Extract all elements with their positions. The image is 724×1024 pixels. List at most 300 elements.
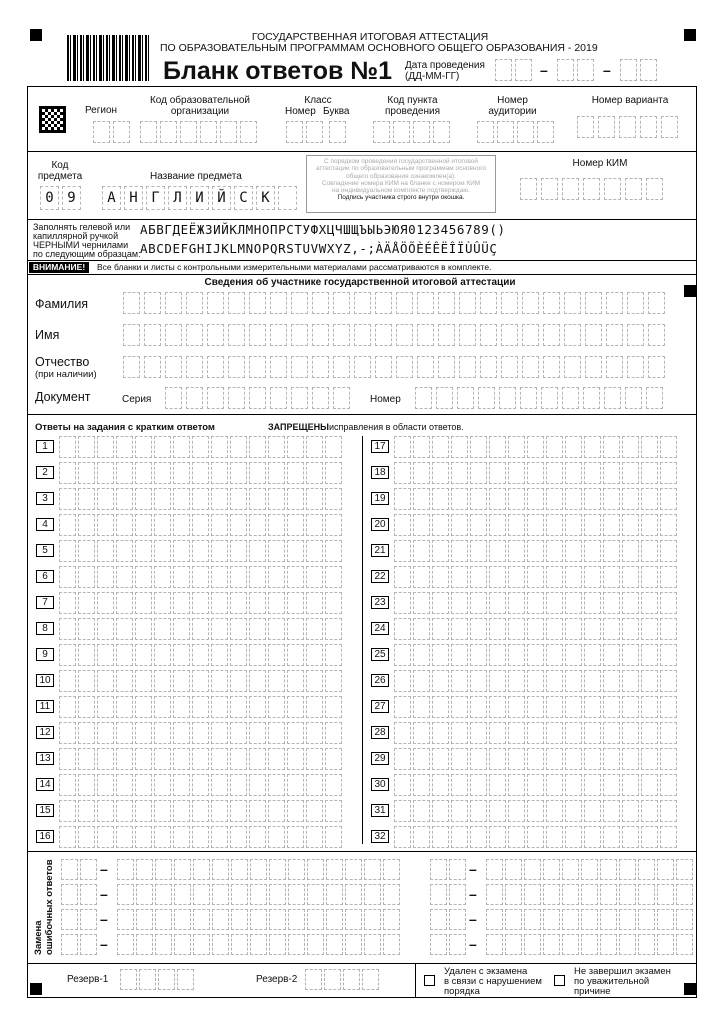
answer-cell[interactable]: [230, 800, 247, 822]
answer-cell[interactable]: [268, 488, 285, 510]
answer-cell[interactable]: [584, 592, 601, 614]
answer-cell[interactable]: [268, 696, 285, 718]
answer-cell[interactable]: [451, 488, 468, 510]
replace-answer-cell[interactable]: [212, 934, 229, 955]
answer-cell[interactable]: [508, 774, 525, 796]
replace-answer-cell[interactable]: [524, 884, 541, 905]
replace-answer-cell[interactable]: [174, 859, 191, 880]
kim-cell[interactable]: [625, 178, 642, 200]
answer-cell[interactable]: [470, 774, 487, 796]
answer-cell[interactable]: [527, 436, 544, 458]
room-code-cell[interactable]: [537, 121, 554, 143]
answer-cell[interactable]: [154, 488, 171, 510]
replace-answer-cell[interactable]: [676, 884, 693, 905]
replace-answer-cell[interactable]: [136, 934, 153, 955]
answer-cell[interactable]: [622, 618, 639, 640]
replace-answer-cell[interactable]: [638, 859, 655, 880]
subject-code-cell[interactable]: 0: [40, 186, 59, 210]
answer-cell[interactable]: [641, 540, 658, 562]
answer-cell[interactable]: [641, 748, 658, 770]
answer-cell[interactable]: [660, 800, 677, 822]
org-code-cell[interactable]: [240, 121, 257, 143]
series-cell[interactable]: [228, 387, 245, 409]
answer-cell[interactable]: [135, 826, 152, 848]
kim-cell[interactable]: [541, 178, 558, 200]
answer-cell[interactable]: [154, 748, 171, 770]
replace-answer-cell[interactable]: [676, 909, 693, 930]
subject-name-cell[interactable]: А: [102, 186, 121, 210]
answer-cell[interactable]: [154, 800, 171, 822]
answer-cell[interactable]: [230, 670, 247, 692]
patronymic-cell[interactable]: [480, 356, 497, 378]
replace-answer-cell[interactable]: [600, 859, 617, 880]
replace-task-cell[interactable]: [430, 909, 447, 930]
replace-answer-cell[interactable]: [231, 884, 248, 905]
answer-cell[interactable]: [268, 800, 285, 822]
answer-cell[interactable]: [249, 540, 266, 562]
series-cell[interactable]: [333, 387, 350, 409]
number-cell[interactable]: [499, 387, 516, 409]
answer-cell[interactable]: [489, 618, 506, 640]
answer-cell[interactable]: [173, 722, 190, 744]
answer-cell[interactable]: [325, 592, 342, 614]
answer-cell[interactable]: [489, 748, 506, 770]
answer-cell[interactable]: [641, 514, 658, 536]
answer-cell[interactable]: [603, 774, 620, 796]
answer-cell[interactable]: [565, 566, 582, 588]
answer-cell[interactable]: [230, 722, 247, 744]
answer-cell[interactable]: [413, 514, 430, 536]
series-cell[interactable]: [207, 387, 224, 409]
org-code-cell[interactable]: [180, 121, 197, 143]
subject-name-cell[interactable]: Л: [168, 186, 187, 210]
answer-cell[interactable]: [660, 462, 677, 484]
answer-cell[interactable]: [78, 540, 95, 562]
answer-cell[interactable]: [470, 462, 487, 484]
replace-answer-cell[interactable]: [269, 884, 286, 905]
answer-cell[interactable]: [546, 696, 563, 718]
answer-cell[interactable]: [78, 748, 95, 770]
answer-cell[interactable]: [97, 696, 114, 718]
replace-answer-cell[interactable]: [505, 934, 522, 955]
answer-cell[interactable]: [230, 540, 247, 562]
answer-cell[interactable]: [154, 826, 171, 848]
number-cell[interactable]: [646, 387, 663, 409]
answer-cell[interactable]: [192, 644, 209, 666]
answer-cell[interactable]: [489, 462, 506, 484]
patronymic-cell[interactable]: [270, 356, 287, 378]
replace-answer-cell[interactable]: [117, 884, 134, 905]
replace-answer-cell[interactable]: [619, 859, 636, 880]
answer-cell[interactable]: [470, 722, 487, 744]
answer-cell[interactable]: [394, 774, 411, 796]
answer-cell[interactable]: [451, 592, 468, 614]
answer-cell[interactable]: [565, 696, 582, 718]
answer-cell[interactable]: [546, 540, 563, 562]
answer-cell[interactable]: [173, 592, 190, 614]
replace-answer-cell[interactable]: [307, 909, 324, 930]
answer-cell[interactable]: [306, 748, 323, 770]
surname-cell[interactable]: [543, 292, 560, 314]
name-cell[interactable]: [459, 324, 476, 346]
answer-cell[interactable]: [584, 488, 601, 510]
answer-cell[interactable]: [394, 670, 411, 692]
patronymic-cell[interactable]: [438, 356, 455, 378]
answer-cell[interactable]: [268, 462, 285, 484]
replace-answer-cell[interactable]: [562, 909, 579, 930]
answer-cell[interactable]: [230, 774, 247, 796]
removed-checkbox[interactable]: [424, 975, 435, 986]
answer-cell[interactable]: [325, 722, 342, 744]
answer-cell[interactable]: [173, 644, 190, 666]
answer-cell[interactable]: [116, 540, 133, 562]
answer-cell[interactable]: [584, 774, 601, 796]
answer-cell[interactable]: [413, 540, 430, 562]
answer-cell[interactable]: [78, 826, 95, 848]
answer-cell[interactable]: [173, 800, 190, 822]
answer-cell[interactable]: [211, 436, 228, 458]
answer-cell[interactable]: [230, 592, 247, 614]
answer-cell[interactable]: [135, 722, 152, 744]
answer-cell[interactable]: [432, 540, 449, 562]
answer-cell[interactable]: [527, 540, 544, 562]
answer-cell[interactable]: [565, 748, 582, 770]
answer-cell[interactable]: [154, 566, 171, 588]
answer-cell[interactable]: [249, 618, 266, 640]
replace-task-cell[interactable]: [430, 934, 447, 955]
answer-cell[interactable]: [432, 618, 449, 640]
patronymic-cell[interactable]: [375, 356, 392, 378]
answer-cell[interactable]: [527, 722, 544, 744]
replace-answer-cell[interactable]: [638, 934, 655, 955]
answer-cell[interactable]: [432, 696, 449, 718]
surname-cell[interactable]: [396, 292, 413, 314]
answer-cell[interactable]: [432, 462, 449, 484]
name-cell[interactable]: [228, 324, 245, 346]
answer-cell[interactable]: [230, 514, 247, 536]
answer-cell[interactable]: [249, 748, 266, 770]
answer-cell[interactable]: [565, 488, 582, 510]
variant-cell[interactable]: [661, 116, 678, 138]
answer-cell[interactable]: [641, 592, 658, 614]
answer-cell[interactable]: [641, 566, 658, 588]
name-cell[interactable]: [144, 324, 161, 346]
answer-cell[interactable]: [287, 722, 304, 744]
answer-cell[interactable]: [660, 644, 677, 666]
answer-cell[interactable]: [268, 826, 285, 848]
answer-cell[interactable]: [154, 462, 171, 484]
answer-cell[interactable]: [527, 566, 544, 588]
replace-task-cell[interactable]: [61, 884, 78, 905]
replace-answer-cell[interactable]: [581, 909, 598, 930]
patronymic-cell[interactable]: [312, 356, 329, 378]
answer-cell[interactable]: [249, 696, 266, 718]
replace-answer-cell[interactable]: [250, 909, 267, 930]
answer-cell[interactable]: [394, 618, 411, 640]
patronymic-cell[interactable]: [165, 356, 182, 378]
replace-answer-cell[interactable]: [657, 884, 674, 905]
answer-cell[interactable]: [546, 436, 563, 458]
answer-cell[interactable]: [508, 618, 525, 640]
replace-answer-cell[interactable]: [619, 884, 636, 905]
answer-cell[interactable]: [470, 618, 487, 640]
answer-cell[interactable]: [489, 696, 506, 718]
surname-cell[interactable]: [249, 292, 266, 314]
answer-cell[interactable]: [641, 800, 658, 822]
answer-cell[interactable]: [154, 618, 171, 640]
replace-answer-cell[interactable]: [212, 909, 229, 930]
number-cell[interactable]: [415, 387, 432, 409]
replace-task-cell[interactable]: [61, 909, 78, 930]
surname-cell[interactable]: [585, 292, 602, 314]
answer-cell[interactable]: [249, 774, 266, 796]
room-code-cell[interactable]: [477, 121, 494, 143]
answer-cell[interactable]: [287, 436, 304, 458]
answer-cell[interactable]: [287, 774, 304, 796]
answer-cell[interactable]: [489, 826, 506, 848]
answer-cell[interactable]: [249, 592, 266, 614]
answer-cell[interactable]: [78, 774, 95, 796]
surname-cell[interactable]: [417, 292, 434, 314]
answer-cell[interactable]: [660, 748, 677, 770]
answer-cell[interactable]: [268, 592, 285, 614]
replace-answer-cell[interactable]: [288, 909, 305, 930]
answer-cell[interactable]: [230, 462, 247, 484]
answer-cell[interactable]: [325, 774, 342, 796]
replace-task-cell[interactable]: [430, 859, 447, 880]
patronymic-cell[interactable]: [459, 356, 476, 378]
answer-cell[interactable]: [230, 566, 247, 588]
answer-cell[interactable]: [394, 488, 411, 510]
answer-cell[interactable]: [641, 826, 658, 848]
answer-cell[interactable]: [489, 540, 506, 562]
answer-cell[interactable]: [470, 488, 487, 510]
org-code-cell[interactable]: [200, 121, 217, 143]
patronymic-cell[interactable]: [123, 356, 140, 378]
replace-answer-cell[interactable]: [193, 859, 210, 880]
replace-answer-cell[interactable]: [638, 884, 655, 905]
region-cell[interactable]: [93, 121, 110, 143]
replace-answer-cell[interactable]: [383, 909, 400, 930]
replace-answer-cell[interactable]: [307, 884, 324, 905]
name-cell[interactable]: [522, 324, 539, 346]
replace-answer-cell[interactable]: [136, 909, 153, 930]
patronymic-cell[interactable]: [291, 356, 308, 378]
answer-cell[interactable]: [546, 670, 563, 692]
answer-cell[interactable]: [249, 644, 266, 666]
answer-cell[interactable]: [249, 826, 266, 848]
replace-answer-cell[interactable]: [505, 909, 522, 930]
answer-cell[interactable]: [249, 566, 266, 588]
answer-cell[interactable]: [622, 566, 639, 588]
answer-cell[interactable]: [230, 436, 247, 458]
class-letter-cell[interactable]: [329, 121, 346, 143]
answer-cell[interactable]: [154, 670, 171, 692]
answer-cell[interactable]: [394, 592, 411, 614]
replace-answer-cell[interactable]: [212, 884, 229, 905]
number-cell[interactable]: [583, 387, 600, 409]
answer-cell[interactable]: [641, 618, 658, 640]
replace-answer-cell[interactable]: [269, 909, 286, 930]
answer-cell[interactable]: [622, 748, 639, 770]
answer-cell[interactable]: [325, 618, 342, 640]
answer-cell[interactable]: [268, 748, 285, 770]
answer-cell[interactable]: [660, 540, 677, 562]
answer-cell[interactable]: [451, 748, 468, 770]
replace-answer-cell[interactable]: [364, 934, 381, 955]
surname-cell[interactable]: [144, 292, 161, 314]
answer-cell[interactable]: [78, 566, 95, 588]
answer-cell[interactable]: [325, 514, 342, 536]
answer-cell[interactable]: [660, 436, 677, 458]
kim-cell[interactable]: [562, 178, 579, 200]
answer-cell[interactable]: [154, 540, 171, 562]
answer-cell[interactable]: [470, 748, 487, 770]
answer-cell[interactable]: [565, 618, 582, 640]
answer-cell[interactable]: [173, 826, 190, 848]
answer-cell[interactable]: [451, 774, 468, 796]
answer-cell[interactable]: [584, 722, 601, 744]
answer-cell[interactable]: [192, 566, 209, 588]
answer-cell[interactable]: [116, 488, 133, 510]
replace-answer-cell[interactable]: [288, 934, 305, 955]
answer-cell[interactable]: [641, 722, 658, 744]
answer-cell[interactable]: [135, 774, 152, 796]
not-completed-checkbox[interactable]: [554, 975, 565, 986]
answer-cell[interactable]: [470, 670, 487, 692]
answer-cell[interactable]: [59, 462, 76, 484]
answer-cell[interactable]: [59, 436, 76, 458]
answer-cell[interactable]: [508, 696, 525, 718]
answer-cell[interactable]: [641, 462, 658, 484]
replace-task-cell[interactable]: [449, 859, 466, 880]
answer-cell[interactable]: [394, 722, 411, 744]
answer-cell[interactable]: [546, 618, 563, 640]
answer-cell[interactable]: [489, 488, 506, 510]
replace-answer-cell[interactable]: [288, 859, 305, 880]
answer-cell[interactable]: [306, 488, 323, 510]
series-cell[interactable]: [270, 387, 287, 409]
patronymic-cell[interactable]: [396, 356, 413, 378]
answer-cell[interactable]: [451, 670, 468, 692]
answer-cell[interactable]: [192, 670, 209, 692]
answer-cell[interactable]: [394, 826, 411, 848]
answer-cell[interactable]: [622, 514, 639, 536]
surname-cell[interactable]: [459, 292, 476, 314]
answer-cell[interactable]: [135, 540, 152, 562]
answer-cell[interactable]: [641, 670, 658, 692]
answer-cell[interactable]: [660, 488, 677, 510]
answer-cell[interactable]: [584, 566, 601, 588]
answer-cell[interactable]: [116, 462, 133, 484]
replace-answer-cell[interactable]: [364, 884, 381, 905]
surname-cell[interactable]: [228, 292, 245, 314]
replace-answer-cell[interactable]: [562, 859, 579, 880]
replace-answer-cell[interactable]: [505, 884, 522, 905]
answer-cell[interactable]: [325, 748, 342, 770]
answer-cell[interactable]: [287, 566, 304, 588]
subject-code-cell[interactable]: 9: [62, 186, 81, 210]
name-cell[interactable]: [396, 324, 413, 346]
answer-cell[interactable]: [97, 618, 114, 640]
answer-cell[interactable]: [97, 722, 114, 744]
answer-cell[interactable]: [394, 462, 411, 484]
patronymic-cell[interactable]: [648, 356, 665, 378]
answer-cell[interactable]: [660, 696, 677, 718]
answer-cell[interactable]: [211, 618, 228, 640]
answer-cell[interactable]: [268, 644, 285, 666]
answer-cell[interactable]: [325, 644, 342, 666]
replace-answer-cell[interactable]: [174, 884, 191, 905]
replace-answer-cell[interactable]: [543, 934, 560, 955]
answer-cell[interactable]: [546, 644, 563, 666]
patronymic-cell[interactable]: [564, 356, 581, 378]
answer-cell[interactable]: [432, 748, 449, 770]
answer-cell[interactable]: [154, 644, 171, 666]
answer-cell[interactable]: [394, 800, 411, 822]
answer-cell[interactable]: [78, 618, 95, 640]
answer-cell[interactable]: [306, 592, 323, 614]
answer-cell[interactable]: [306, 566, 323, 588]
answer-cell[interactable]: [116, 592, 133, 614]
patronymic-cell[interactable]: [417, 356, 434, 378]
answer-cell[interactable]: [116, 800, 133, 822]
answer-cell[interactable]: [192, 514, 209, 536]
variant-cell[interactable]: [619, 116, 636, 138]
answer-cell[interactable]: [306, 436, 323, 458]
answer-cell[interactable]: [192, 774, 209, 796]
answer-cell[interactable]: [249, 670, 266, 692]
replace-answer-cell[interactable]: [619, 934, 636, 955]
answer-cell[interactable]: [116, 514, 133, 536]
replace-answer-cell[interactable]: [364, 909, 381, 930]
answer-cell[interactable]: [508, 722, 525, 744]
replace-answer-cell[interactable]: [326, 859, 343, 880]
answer-cell[interactable]: [508, 566, 525, 588]
patronymic-cell[interactable]: [186, 356, 203, 378]
patronymic-cell[interactable]: [522, 356, 539, 378]
answer-cell[interactable]: [489, 436, 506, 458]
answer-cell[interactable]: [451, 644, 468, 666]
answer-cell[interactable]: [527, 774, 544, 796]
answer-cell[interactable]: [59, 748, 76, 770]
answer-cell[interactable]: [97, 592, 114, 614]
answer-cell[interactable]: [97, 800, 114, 822]
replace-task-cell[interactable]: [449, 909, 466, 930]
answer-cell[interactable]: [451, 696, 468, 718]
answer-cell[interactable]: [584, 618, 601, 640]
replace-answer-cell[interactable]: [543, 909, 560, 930]
kim-cell[interactable]: [583, 178, 600, 200]
answer-cell[interactable]: [287, 618, 304, 640]
replace-answer-cell[interactable]: [657, 859, 674, 880]
answer-cell[interactable]: [660, 618, 677, 640]
answer-cell[interactable]: [230, 618, 247, 640]
answer-cell[interactable]: [173, 488, 190, 510]
number-cell[interactable]: [520, 387, 537, 409]
date-cell[interactable]: [495, 59, 512, 81]
replace-answer-cell[interactable]: [383, 934, 400, 955]
answer-cell[interactable]: [78, 722, 95, 744]
replace-answer-cell[interactable]: [619, 909, 636, 930]
answer-cell[interactable]: [287, 644, 304, 666]
answer-cell[interactable]: [325, 436, 342, 458]
answer-cell[interactable]: [97, 826, 114, 848]
answer-cell[interactable]: [211, 566, 228, 588]
answer-cell[interactable]: [173, 696, 190, 718]
replace-answer-cell[interactable]: [193, 909, 210, 930]
answer-cell[interactable]: [173, 462, 190, 484]
